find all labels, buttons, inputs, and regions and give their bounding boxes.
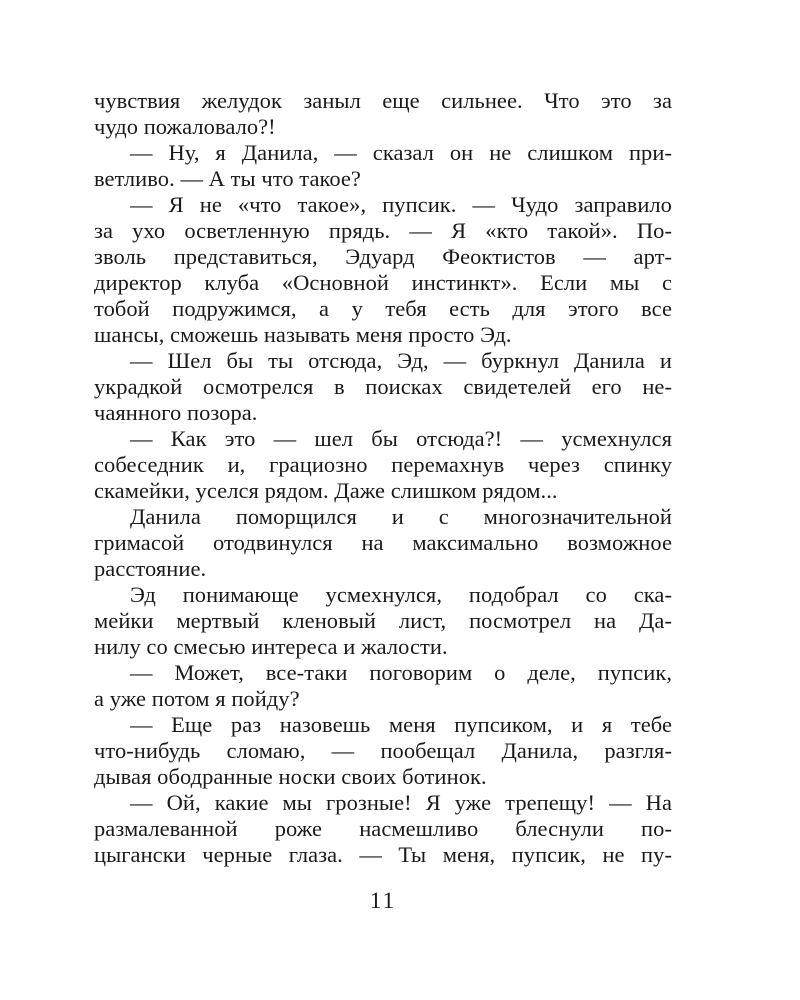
- text-line: шансы, сможешь называть меня просто Эд.: [94, 322, 512, 347]
- text-line: — Может, все-таки поговорим о деле, пупсик,: [130, 660, 672, 685]
- text-line: ветливо. — А ты что такое?: [94, 166, 361, 191]
- text-line: чувствия желудок заныл еще сильнее. Что это за: [94, 88, 672, 113]
- text-line: — Еще раз назовешь меня пупсиком, и я тебе: [130, 712, 672, 737]
- text-line: Данила поморщился и с многозначительной: [130, 504, 672, 529]
- text-line: — Ну, я Данила, — сказал он не слишком при-: [130, 140, 672, 165]
- text-line: директор клуба «Основной инстинкт». Если мы с: [94, 270, 672, 295]
- text-line: — Я не «что такое», пупсик. — Чудо заправило: [130, 192, 672, 217]
- text-line: расстояние.: [94, 556, 207, 581]
- text-line: мейки мертвый кленовый лист, посмотрел на Да-: [94, 608, 672, 633]
- text-line: украдкой осмотрелся в поисках свидетелей его не-: [94, 374, 672, 399]
- text-line: — Ой, какие мы грозные! Я уже трепещу! — На: [130, 790, 672, 815]
- page-text: [94, 88, 672, 868]
- text-line: Эд понимающе усмехнулся, подобрал со ска-: [130, 582, 672, 607]
- text-line: а уже потом я пойду?: [94, 686, 300, 711]
- text-line: размалеванной роже насмешливо блеснули по-: [94, 816, 672, 841]
- text-line: цыгански черные глаза. — Ты меня, пупсик, не пу-: [94, 842, 672, 867]
- text-line: скамейки, уселся рядом. Даже слишком рядом...: [94, 478, 558, 503]
- text-line: — Шел бы ты отсюда, Эд, — буркнул Данила и: [130, 348, 672, 373]
- text-line: чаянного позора.: [94, 400, 258, 425]
- text-line: собеседник и, грациозно перемахнув через спинку: [94, 452, 672, 477]
- text-line: дывая ободранные носки своих ботинок.: [94, 764, 487, 789]
- text-line: что-нибудь сломаю, — пообещал Данила, разгля-: [94, 738, 672, 763]
- text-line: — Как это — шел бы отсюда?! — усмехнулся: [130, 426, 672, 451]
- text-line: гримасой отодвинулся на максимально возможное: [94, 530, 672, 555]
- text-line: зволь представиться, Эдуард Феоктистов — арт-: [94, 244, 672, 269]
- text-line: чудо пожаловало?!: [94, 114, 276, 139]
- text-line: нилу со смесью интереса и жалости.: [94, 634, 448, 659]
- page-number: 11: [369, 888, 397, 913]
- text-line: тобой подружимся, а у тебя есть для этого все: [94, 296, 672, 321]
- text-line: за ухо осветленную прядь. — Я «кто такой». По-: [94, 218, 672, 243]
